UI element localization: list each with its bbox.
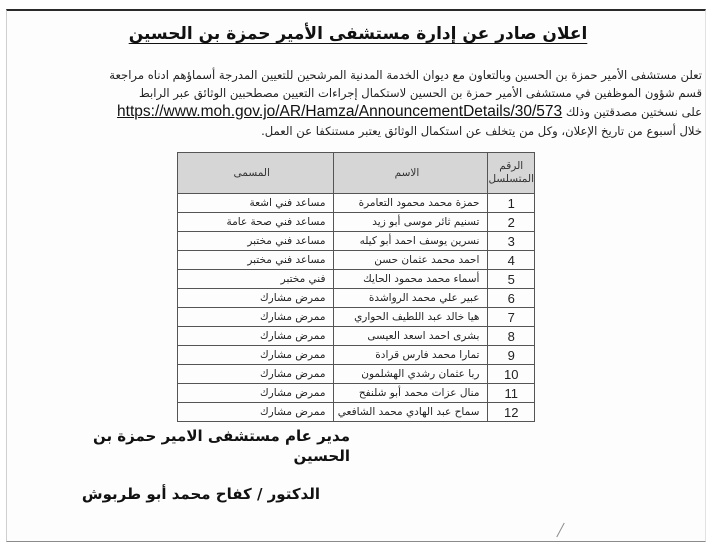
row-name: بشرى احمد اسعد العيسى: [334, 327, 488, 346]
row-number: 7: [488, 308, 535, 327]
table-row: [178, 251, 535, 270]
row-number: 11: [488, 384, 535, 403]
signatory-position: مدير عام مستشفى الامير حمزة بن الحسين: [92, 427, 350, 465]
row-name: ربا عثمان رشدي الهشلمون: [334, 365, 488, 384]
header-name: الاسم: [334, 153, 488, 194]
document-content: [14, 22, 702, 504]
row-number: 8: [488, 327, 535, 346]
row-number: 9: [488, 346, 535, 365]
row-name: احمد محمد عثمان حسن: [334, 251, 488, 270]
row-name: هيا خالد عبد اللطيف الحواري: [334, 308, 488, 327]
table-row: [178, 308, 535, 327]
header-title: المسمى: [178, 153, 334, 194]
row-title: ممرض مشارك: [178, 365, 334, 384]
candidates-table: [177, 152, 535, 422]
row-number: 3: [488, 232, 535, 251]
signatory-name: الدكتور / كفاح محمد أبو طربوش: [81, 485, 320, 503]
table-row: [178, 194, 535, 213]
table-row: [178, 346, 535, 365]
row-name: نسرين يوسف احمد أبو كيله: [334, 232, 488, 251]
table-header-row: [178, 153, 535, 194]
row-number: 2: [488, 213, 535, 232]
row-title: مساعد فني اشعة: [178, 194, 334, 213]
row-name: عبير علي محمد الرواشدة: [334, 289, 488, 308]
header-number: الرقم المتسلسل: [488, 153, 535, 194]
body-line-3-text: على نسختين مصدقتين وذلك: [565, 105, 702, 119]
announcement-link[interactable]: https://www.moh.gov.jo/AR/Hamza/AnnouncementDetails/30/573: [117, 103, 563, 120]
row-name: حمزة محمد محمود التعامرة: [334, 194, 488, 213]
row-number: 4: [488, 251, 535, 270]
row-title: ممرض مشارك: [178, 289, 334, 308]
announcement-body: [104, 66, 702, 140]
row-number: 10: [488, 365, 535, 384]
row-title: ممرض مشارك: [178, 384, 334, 403]
row-name: منال عزات محمد أبو شلنفح: [334, 384, 488, 403]
table-row: [178, 270, 535, 289]
row-number: 1: [488, 194, 535, 213]
row-title: ممرض مشارك: [178, 403, 334, 422]
row-title: فني مختبر: [178, 270, 334, 289]
body-line-4: خلال أسبوع من تاريخ الإعلان، وكل من يتخلف عن استكمال الوثائق يعتبر مستنكفا عن العمل.: [261, 124, 702, 138]
announcement-title: اعلان صادر عن إدارة مستشفى الأمير حمزة بن الحسين: [128, 24, 588, 44]
row-number: 6: [488, 289, 535, 308]
row-name: أسماء محمد محمود الحايك: [334, 270, 488, 289]
table-row: [178, 232, 535, 251]
body-line-3: [104, 102, 702, 122]
row-name: سماح عبد الهادي محمد الشافعي: [334, 403, 488, 422]
table-body: [178, 194, 535, 422]
row-title: مساعد فني مختبر: [178, 251, 334, 270]
table-row: [178, 213, 535, 232]
row-number: 12: [488, 403, 535, 422]
row-number: 5: [488, 270, 535, 289]
row-title: مساعد فني صحة عامة: [178, 213, 334, 232]
row-name: تمارا محمد فارس قرادة: [334, 346, 488, 365]
body-line-1: تعلن مستشفى الأمير حمزة بن الحسين وبالتعاون مع ديوان الخدمة المدنية المرشحين للتعيين المدرجة أسماؤهم ادناه مراجعة: [109, 68, 702, 82]
table-row: [178, 327, 535, 346]
table-row: [178, 403, 535, 422]
row-title: مساعد فني مختبر: [178, 232, 334, 251]
table-row: [178, 384, 535, 403]
table-row: [178, 289, 535, 308]
row-title: ممرض مشارك: [178, 327, 334, 346]
table-row: [178, 365, 535, 384]
row-name: تسنيم ثائر موسى أبو زيد: [334, 213, 488, 232]
signature-block: [40, 426, 350, 504]
body-line-2: قسم شؤون الموظفين في مستشفى الأمير حمزة بن الحسين لاستكمال إجراءات التعيين مصطحبين الوثائق عبر الرابط: [139, 86, 702, 100]
row-title: ممرض مشارك: [178, 346, 334, 365]
row-title: ممرض مشارك: [178, 308, 334, 327]
